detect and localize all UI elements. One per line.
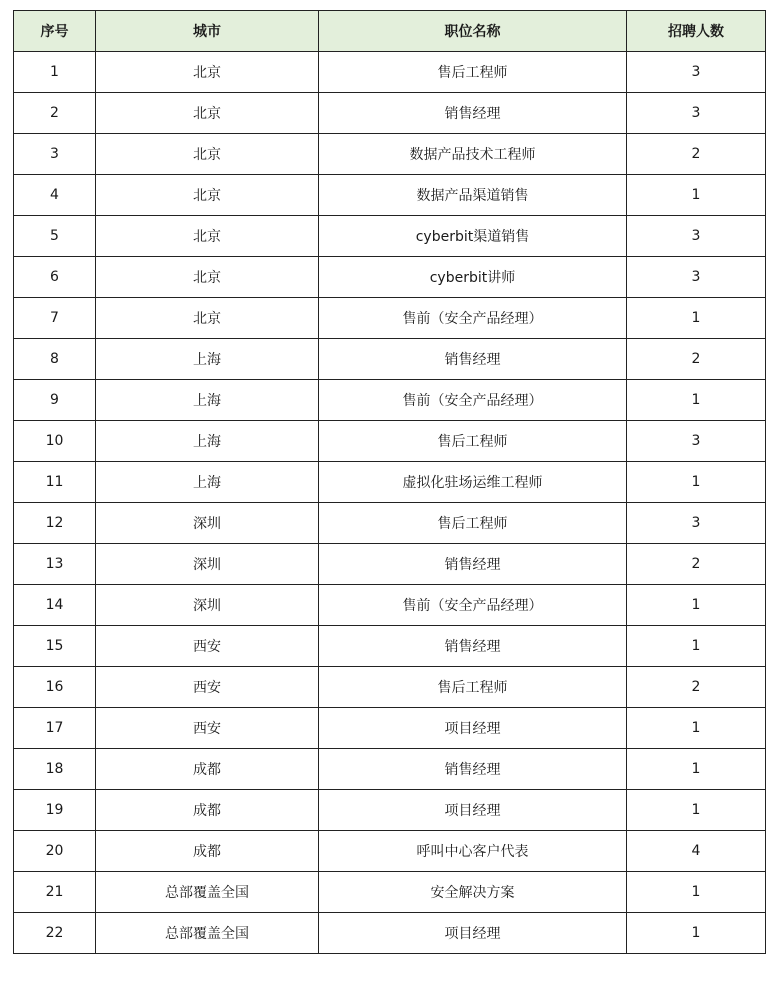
table-row: [14, 626, 766, 667]
cell-city: 北京: [96, 134, 319, 175]
cell-city: 西安: [96, 708, 319, 749]
cell-headcount: 2: [627, 544, 766, 585]
table-row: [14, 544, 766, 585]
job-openings-table: [13, 10, 766, 954]
cell-city: 西安: [96, 667, 319, 708]
cell-index: 18: [14, 749, 96, 790]
cell-position: 售前（安全产品经理）: [319, 585, 627, 626]
cell-city: 北京: [96, 52, 319, 93]
table-row: [14, 667, 766, 708]
cell-headcount: 4: [627, 831, 766, 872]
cell-position: 售后工程师: [319, 667, 627, 708]
cell-city: 成都: [96, 749, 319, 790]
cell-headcount: 1: [627, 790, 766, 831]
table-row: [14, 52, 766, 93]
cell-city: 北京: [96, 257, 319, 298]
cell-headcount: 3: [627, 93, 766, 134]
table-header-row: [14, 11, 766, 52]
table-row: [14, 134, 766, 175]
table-row: [14, 257, 766, 298]
cell-city: 上海: [96, 339, 319, 380]
cell-city: 北京: [96, 93, 319, 134]
cell-position: 售后工程师: [319, 52, 627, 93]
cell-index: 5: [14, 216, 96, 257]
cell-position: 项目经理: [319, 913, 627, 954]
cell-headcount: 1: [627, 749, 766, 790]
cell-index: 17: [14, 708, 96, 749]
table-row: [14, 708, 766, 749]
header-headcount: 招聘人数: [627, 11, 766, 52]
cell-headcount: 3: [627, 503, 766, 544]
cell-city: 总部覆盖全国: [96, 913, 319, 954]
table-row: [14, 93, 766, 134]
cell-index: 21: [14, 872, 96, 913]
cell-position: 销售经理: [319, 544, 627, 585]
cell-city: 成都: [96, 790, 319, 831]
cell-position: 销售经理: [319, 749, 627, 790]
cell-position: 销售经理: [319, 626, 627, 667]
cell-headcount: 1: [627, 380, 766, 421]
table-row: [14, 421, 766, 462]
table-row: [14, 503, 766, 544]
job-table-container: [13, 10, 766, 954]
cell-headcount: 1: [627, 175, 766, 216]
cell-position: 项目经理: [319, 790, 627, 831]
cell-index: 13: [14, 544, 96, 585]
table-row: [14, 585, 766, 626]
table-row: [14, 298, 766, 339]
table-row: [14, 790, 766, 831]
cell-headcount: 1: [627, 708, 766, 749]
cell-index: 15: [14, 626, 96, 667]
cell-position: 销售经理: [319, 339, 627, 380]
cell-headcount: 1: [627, 626, 766, 667]
cell-index: 4: [14, 175, 96, 216]
cell-position: 虚拟化驻场运维工程师: [319, 462, 627, 503]
cell-index: 12: [14, 503, 96, 544]
cell-city: 上海: [96, 462, 319, 503]
table-row: [14, 462, 766, 503]
cell-index: 20: [14, 831, 96, 872]
cell-headcount: 1: [627, 585, 766, 626]
cell-city: 成都: [96, 831, 319, 872]
cell-index: 11: [14, 462, 96, 503]
cell-headcount: 3: [627, 52, 766, 93]
table-row: [14, 872, 766, 913]
cell-index: 8: [14, 339, 96, 380]
table-row: [14, 339, 766, 380]
cell-headcount: 1: [627, 913, 766, 954]
cell-headcount: 3: [627, 216, 766, 257]
cell-position: cyberbit讲师: [319, 257, 627, 298]
cell-index: 2: [14, 93, 96, 134]
cell-position: 数据产品技术工程师: [319, 134, 627, 175]
cell-index: 1: [14, 52, 96, 93]
cell-city: 上海: [96, 421, 319, 462]
cell-city: 北京: [96, 216, 319, 257]
cell-city: 北京: [96, 175, 319, 216]
cell-city: 上海: [96, 380, 319, 421]
cell-index: 10: [14, 421, 96, 462]
cell-position: 售后工程师: [319, 421, 627, 462]
cell-index: 19: [14, 790, 96, 831]
cell-city: 北京: [96, 298, 319, 339]
cell-headcount: 1: [627, 872, 766, 913]
cell-headcount: 1: [627, 462, 766, 503]
cell-position: 项目经理: [319, 708, 627, 749]
cell-index: 22: [14, 913, 96, 954]
cell-position: cyberbit渠道销售: [319, 216, 627, 257]
cell-index: 9: [14, 380, 96, 421]
cell-city: 深圳: [96, 585, 319, 626]
table-body: [14, 52, 766, 954]
cell-index: 14: [14, 585, 96, 626]
cell-city: 西安: [96, 626, 319, 667]
table-row: [14, 380, 766, 421]
table-row: [14, 175, 766, 216]
cell-city: 深圳: [96, 544, 319, 585]
cell-headcount: 3: [627, 421, 766, 462]
cell-position: 销售经理: [319, 93, 627, 134]
table-row: [14, 831, 766, 872]
cell-index: 16: [14, 667, 96, 708]
cell-city: 深圳: [96, 503, 319, 544]
cell-position: 售后工程师: [319, 503, 627, 544]
table-row: [14, 913, 766, 954]
cell-headcount: 2: [627, 134, 766, 175]
cell-index: 6: [14, 257, 96, 298]
cell-headcount: 3: [627, 257, 766, 298]
cell-headcount: 1: [627, 298, 766, 339]
header-city: 城市: [96, 11, 319, 52]
header-position: 职位名称: [319, 11, 627, 52]
cell-position: 售前（安全产品经理）: [319, 380, 627, 421]
table-row: [14, 749, 766, 790]
cell-headcount: 2: [627, 667, 766, 708]
table-row: [14, 216, 766, 257]
cell-position: 数据产品渠道销售: [319, 175, 627, 216]
header-index: 序号: [14, 11, 96, 52]
cell-position: 售前（安全产品经理）: [319, 298, 627, 339]
cell-position: 安全解决方案: [319, 872, 627, 913]
cell-headcount: 2: [627, 339, 766, 380]
cell-index: 7: [14, 298, 96, 339]
cell-position: 呼叫中心客户代表: [319, 831, 627, 872]
cell-index: 3: [14, 134, 96, 175]
cell-city: 总部覆盖全国: [96, 872, 319, 913]
